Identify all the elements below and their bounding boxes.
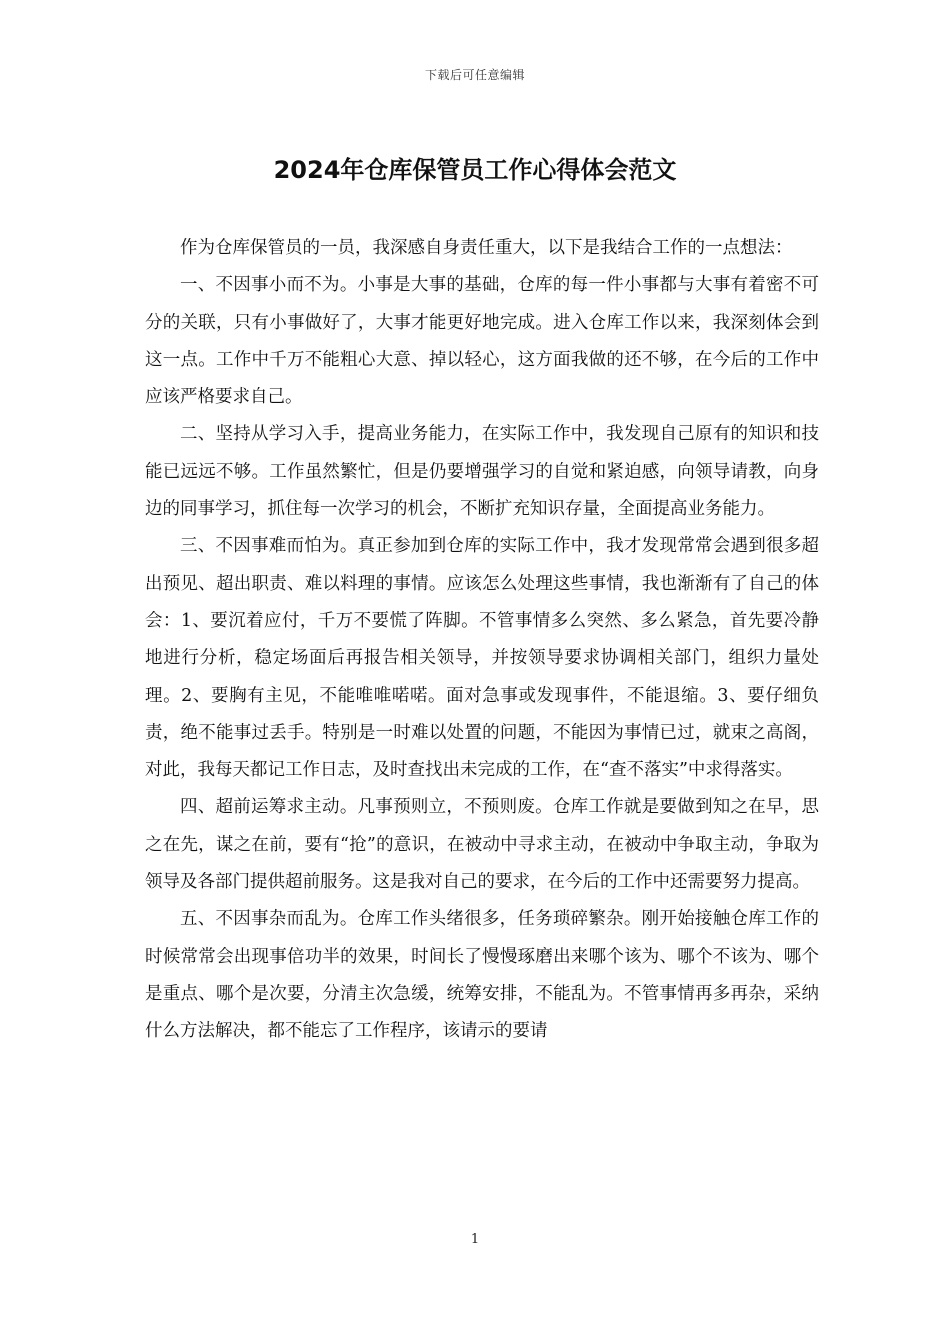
- paragraph-intro: 作为仓库保管员的一员，我深感自身责任重大，以下是我结合工作的一点想法：: [180, 238, 793, 258]
- document-body: [145, 230, 819, 1051]
- paragraph-point-3: 三、不因事难而怕为。真正参加到仓库的实际工作中，我才发现常常会遇到很多超出预见、超出职责、难以料理的事情。应该怎么处理这些事情，我也渐渐有了自己的体会：1、要沉着应付，千万不要慌了阵脚。不管事情多么突然、多么紧急，首先要冷静地进行分析，稳定场面后再报告相关领导，并按领导要求协调相关部门，组织力量处理。2、要胸有主见，不能唯唯喏喏。面对急事或发现事件，不能退缩。3、要仔细负责，绝不能事过丢手。特别是一时难以处置的问题，不能因为事情已过，就束之高阁，对此，我每天都记工作日志，及时查找出未完成的工作，在“查不落实”中求得落实。: [145, 536, 819, 781]
- page-header-note: 下载后可任意编辑: [424, 68, 525, 82]
- paragraph-point-2: 二、坚持从学习入手，提高业务能力，在实际工作中，我发现自己原有的知识和技能已远远不够。工作虽然繁忙，但是仍要增强学习的自觉和紧迫感，向领导请教，向身边的同事学习，抓住每一次学习的机会，不断扩充知识存量，全面提高业务能力。: [145, 424, 819, 520]
- paragraph-point-5: 五、不因事杂而乱为。仓库工作头绪很多，任务琐碎繁杂。刚开始接触仓库工作的时候常常会出现事倍功半的效果，时间长了慢慢琢磨出来哪个该为、哪个不该为、哪个是重点、哪个是次要，分清主次急缓，统筹安排，不能乱为。不管事情再多再杂，采纳什么方法解决，都不能忘了工作程序，该请示的要请: [145, 909, 819, 1042]
- paragraph-point-4: 四、超前运筹求主动。凡事预则立，不预则废。仓库工作就是要做到知之在早，思之在先，谋之在前，要有“抢”的意识，在被动中寻求主动，在被动中争取主动，争取为领导及各部门提供超前服务。这是我对自己的要求，在今后的工作中还需要努力提高。: [145, 797, 819, 893]
- document-title: 2024年仓库保管员工作心得体会范文: [273, 156, 677, 184]
- paragraph-point-1: 一、不因事小而不为。小事是大事的基础，仓库的每一件小事都与大事有着密不可分的关联，只有小事做好了，大事才能更好地完成。进入仓库工作以来，我深刻体会到这一点。工作中千万不能粗心大意、掉以轻心，这方面我做的还不够，在今后的工作中应该严格要求自己。: [145, 275, 819, 408]
- page-number: 1: [470, 1232, 480, 1247]
